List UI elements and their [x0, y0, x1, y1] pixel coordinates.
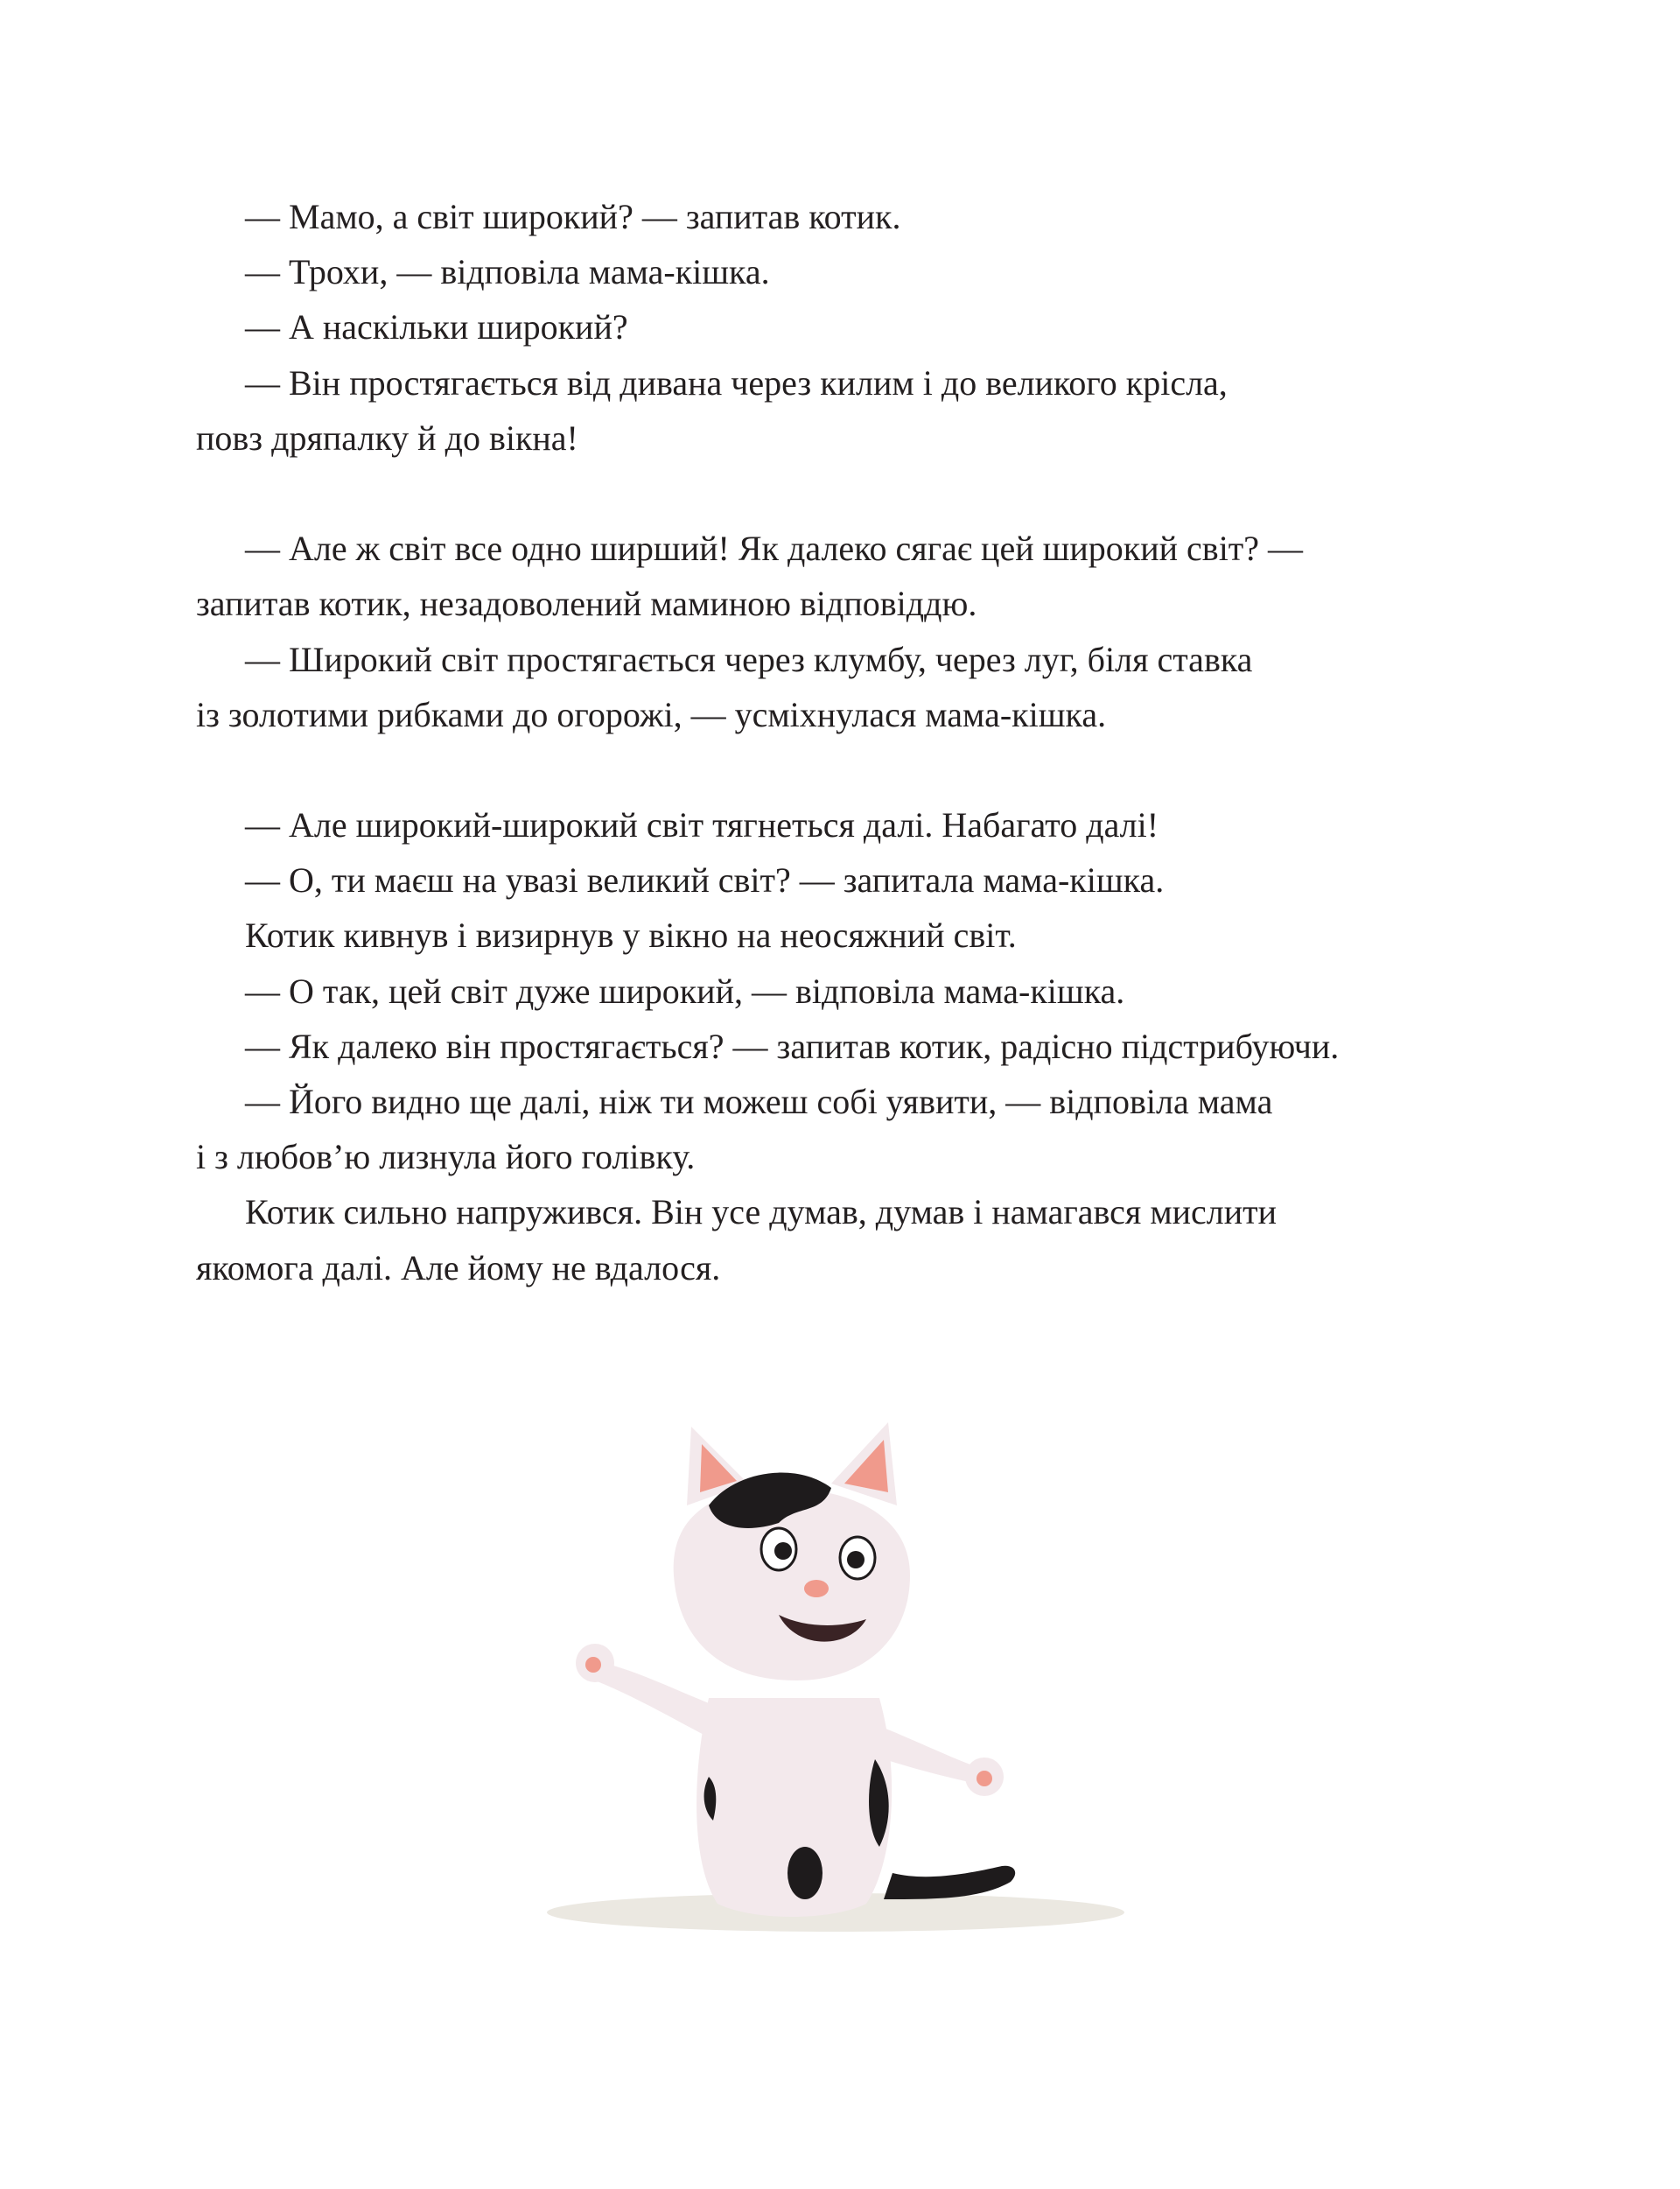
text-line: — Мамо, а світ широкий? — запитав котик.: [245, 197, 901, 236]
text-line: якомога далі. Але йому не вдалося.: [196, 1247, 721, 1287]
text-line: — О так, цей світ дуже широкий, — відповіла мама-кішка.: [245, 971, 1125, 1011]
story-text: [196, 189, 1561, 1295]
text-line: — Але ж світ все одно ширший! Як далеко сягає цей широкий світ? —: [245, 529, 1304, 569]
text-line: повз дряпалку й до вікна!: [196, 417, 578, 458]
kitten-illustration: [542, 1409, 1129, 1952]
text-line: — Як далеко він простягається? — запитав котик, радісно підстрибуючи.: [245, 1026, 1340, 1066]
text-line: — А наскільки широкий?: [245, 307, 628, 347]
text-line: запитав котик, незадоволений маминою відповіддю.: [196, 584, 977, 624]
text-line: Котик сильно напружився. Він усе думав, думав і намагався мислити: [245, 1192, 1278, 1232]
text-line: — Він простягається від дивана через килим і до великого крісла,: [245, 362, 1228, 403]
text-line: — Широкий світ простягається через клумбу, через луг, біля ставка: [245, 639, 1253, 679]
text-line: із золотими рибками до огорожі, — усміхнулася мама-кішка.: [196, 694, 1107, 734]
text-line: — Його видно ще далі, ніж ти можеш собі уявити, — відповіла мама: [245, 1082, 1273, 1121]
text-line: Котик кивнув і визирнув у вікно на неосяжний світ.: [245, 916, 1017, 956]
text-line: — Але широкий-широкий світ тягнеться далі. Набагато далі!: [245, 805, 1159, 845]
text-line: і з любов’ю лизнула його голівку.: [196, 1137, 696, 1177]
text-line: — Трохи, — відповіла мама-кішка.: [245, 252, 770, 292]
text-line: — О, ти маєш на увазі великий світ? — запитала мама-кішка.: [245, 860, 1165, 901]
